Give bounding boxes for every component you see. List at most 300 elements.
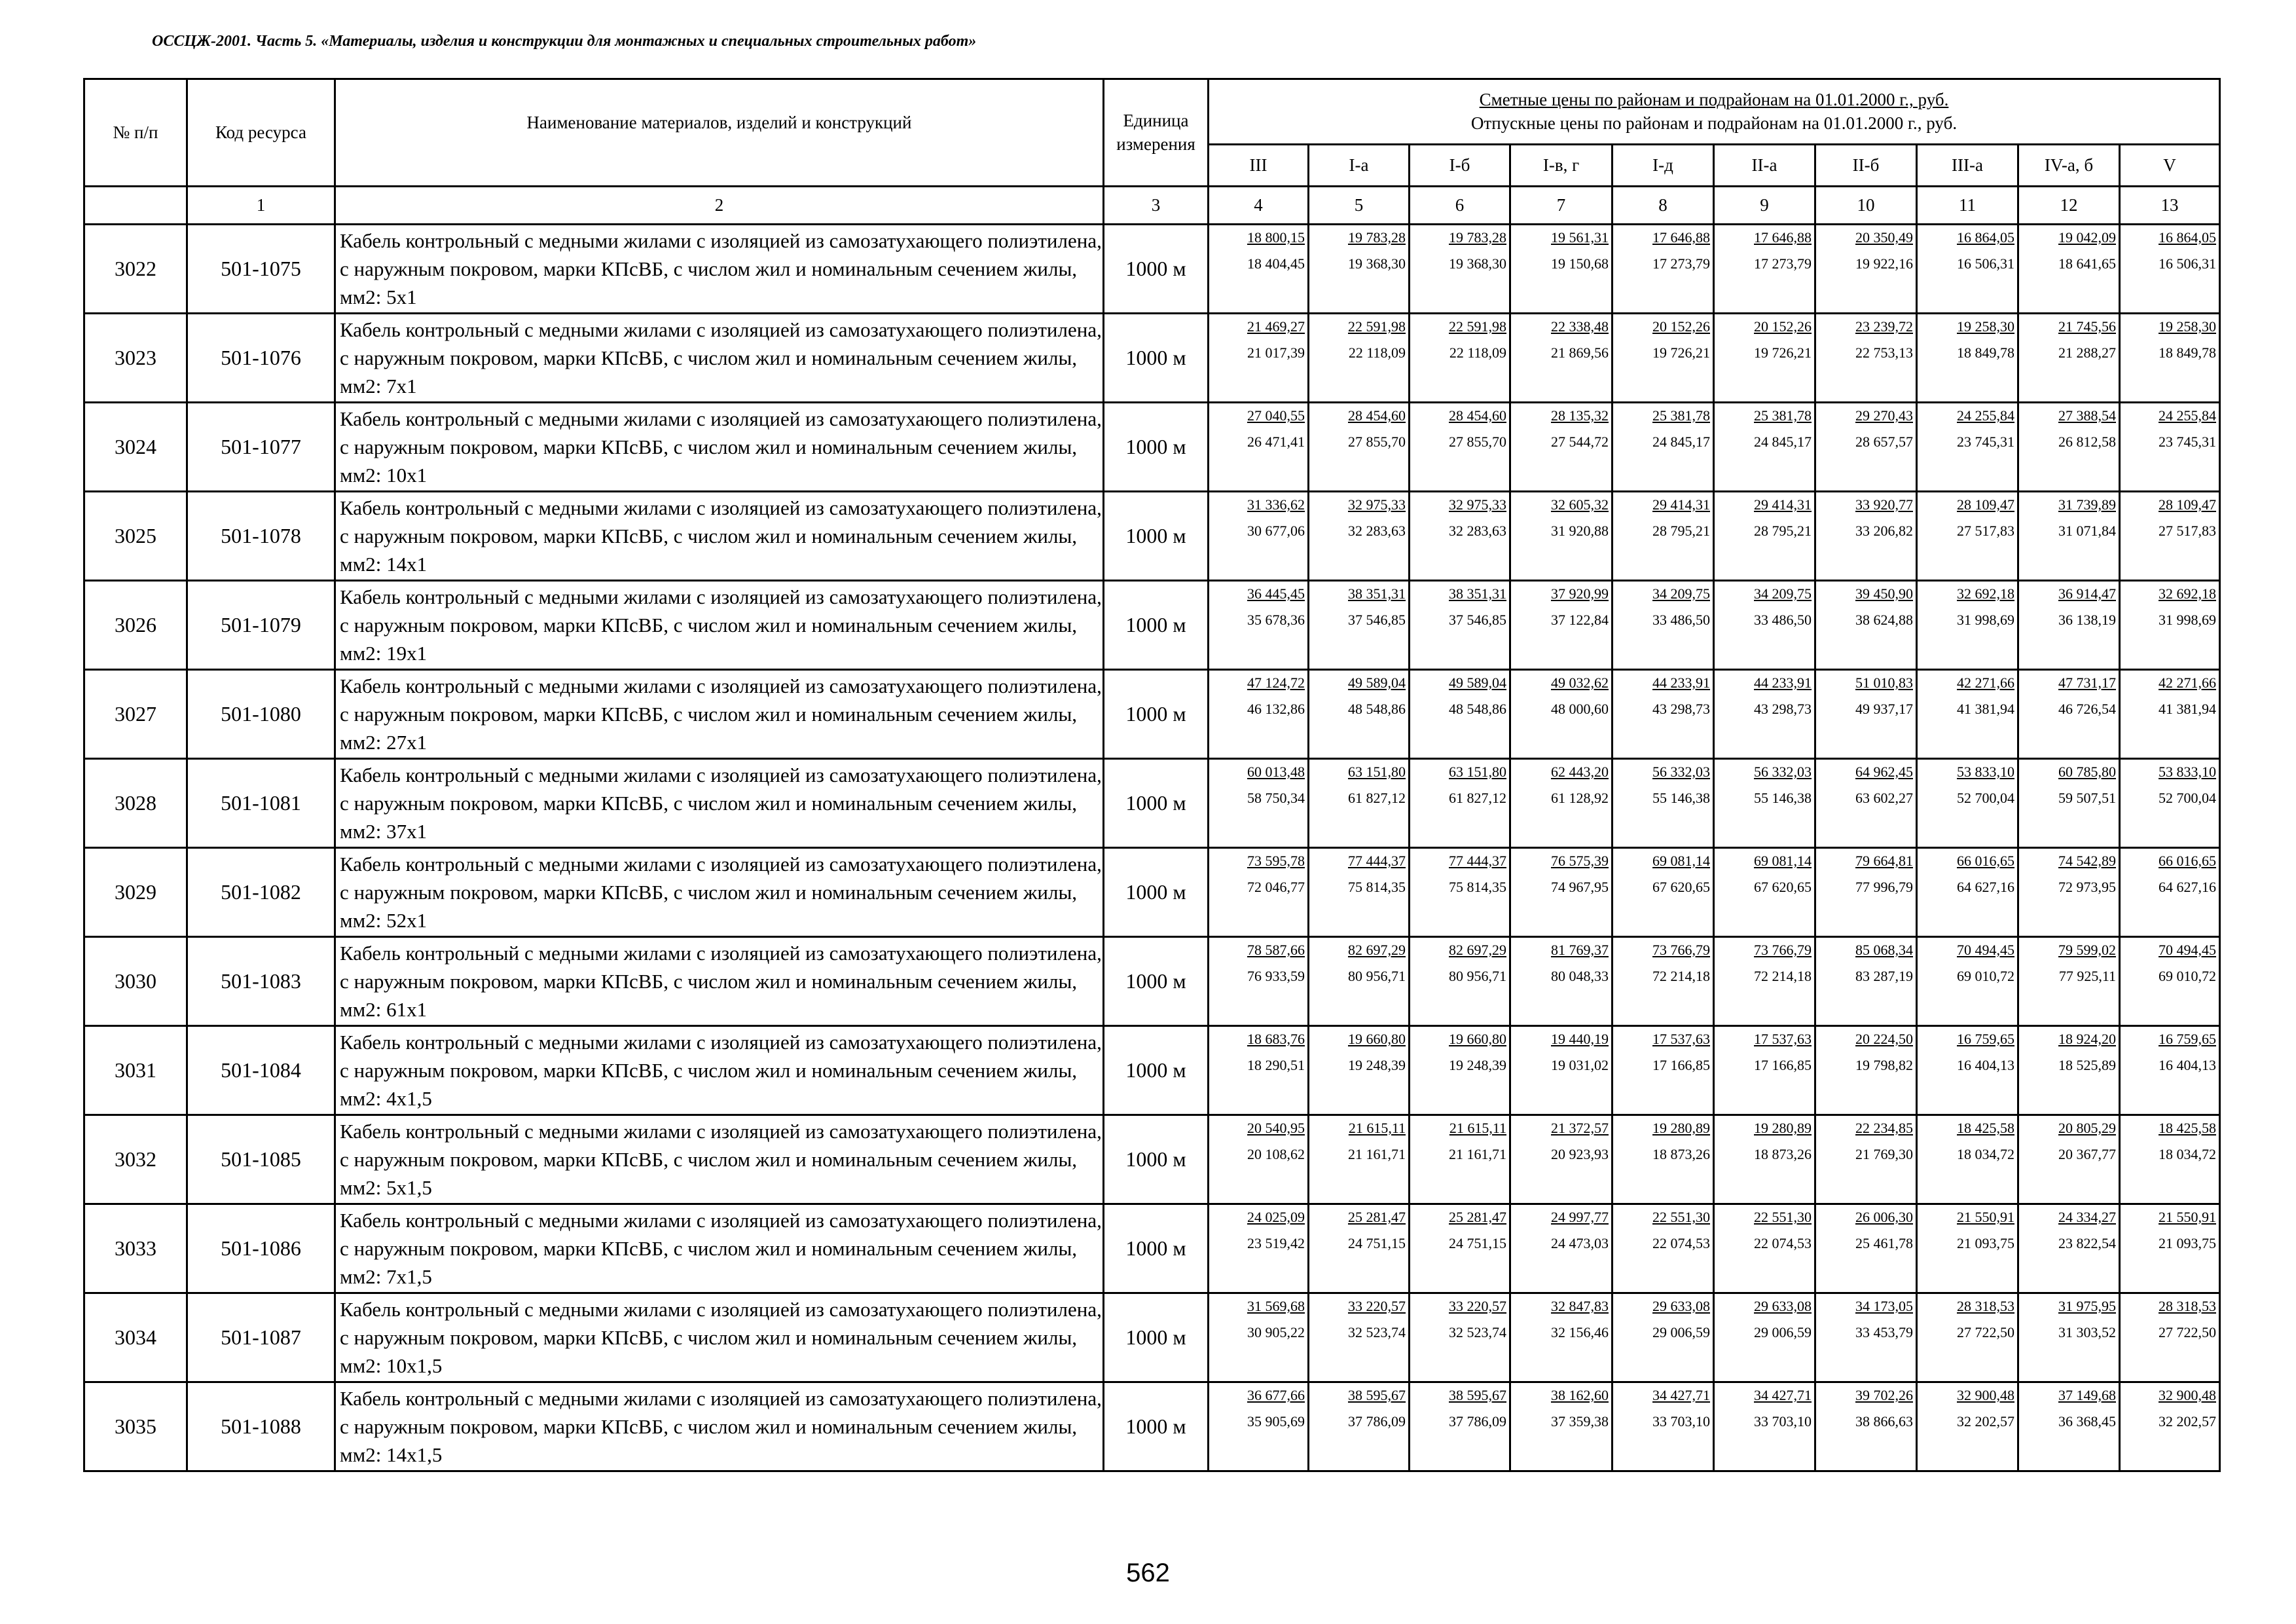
price-cell [1309, 314, 1410, 403]
release-price: 33 703,10 [1652, 1413, 1710, 1430]
estimate-price: 66 016,65 [1957, 853, 2014, 869]
price-cell [1410, 1026, 1510, 1115]
price-cell [1917, 670, 2018, 759]
estimate-price: 37 920,99 [1551, 585, 1609, 602]
column-number: 12 [2018, 187, 2120, 225]
resource-code: 501-1085 [187, 1115, 335, 1204]
price-cell [2018, 1293, 2120, 1382]
estimate-price: 49 032,62 [1551, 674, 1609, 691]
estimate-price: 20 152,26 [1754, 318, 1812, 335]
release-price: 37 546,85 [1348, 612, 1406, 628]
estimate-price: 49 589,04 [1449, 674, 1506, 691]
material-name: Кабель контрольный с медными жилами с изоляцией из самозатухающего полиэтилена, с наружным покровом, марки КПсВБ, с числом жил и номинальным сечением жилы, мм2: 27х1 [335, 670, 1104, 759]
price-cell [1917, 848, 2018, 937]
release-price: 46 726,54 [2058, 701, 2116, 717]
table-row [84, 848, 2220, 937]
price-cell [1815, 848, 1917, 937]
release-price: 19 368,30 [1348, 255, 1406, 272]
column-header-name: Наименование материалов, изделий и конструкций [335, 79, 1104, 187]
price-cell [2018, 1204, 2120, 1293]
release-price: 23 519,42 [1247, 1235, 1305, 1251]
release-price: 19 248,39 [1449, 1057, 1506, 1073]
price-cell [1917, 1204, 2018, 1293]
price-cell [1714, 1115, 1815, 1204]
price-cell [1917, 1293, 2018, 1382]
release-price: 32 523,74 [1348, 1324, 1406, 1340]
price-cell [2018, 225, 2120, 314]
estimate-price: 60 785,80 [2058, 764, 2116, 780]
estimate-price: 29 633,08 [1652, 1298, 1710, 1314]
release-price: 74 967,95 [1551, 879, 1609, 895]
price-cell [1815, 403, 1917, 492]
estimate-price: 21 469,27 [1247, 318, 1305, 335]
release-price: 77 996,79 [1855, 879, 1913, 895]
release-price: 32 156,46 [1551, 1324, 1609, 1340]
price-cell [1917, 403, 2018, 492]
estimate-price: 20 224,50 [1855, 1031, 1913, 1047]
estimate-price: 44 233,91 [1754, 674, 1812, 691]
release-price: 22 753,13 [1855, 344, 1913, 361]
price-cell [1410, 937, 1510, 1026]
row-number: 3033 [84, 1204, 187, 1293]
estimate-price: 18 800,15 [1247, 229, 1305, 246]
price-cell [1410, 225, 1510, 314]
release-price: 20 923,93 [1551, 1146, 1609, 1162]
column-number: 7 [1510, 187, 1613, 225]
release-price: 19 798,82 [1855, 1057, 1913, 1073]
release-price: 35 678,36 [1247, 612, 1305, 628]
release-price: 21 288,27 [2058, 344, 2116, 361]
estimate-price: 25 381,78 [1754, 407, 1812, 424]
price-cell [1714, 759, 1815, 848]
price-cell [1410, 403, 1510, 492]
release-price: 18 404,45 [1247, 255, 1305, 272]
release-price: 26 471,41 [1247, 434, 1305, 450]
price-cell [1714, 1026, 1815, 1115]
column-number: 9 [1714, 187, 1815, 225]
release-price: 37 786,09 [1348, 1413, 1406, 1430]
estimate-price: 21 615,11 [1449, 1120, 1506, 1136]
release-price: 28 657,57 [1855, 434, 1913, 450]
unit-of-measure: 1000 м [1104, 1382, 1209, 1471]
release-price: 23 745,31 [1957, 434, 2014, 450]
estimate-price: 60 013,48 [1247, 764, 1305, 780]
price-cell [1209, 1115, 1309, 1204]
price-cell [2120, 1115, 2220, 1204]
estimate-price: 38 595,67 [1449, 1387, 1506, 1403]
estimate-price: 28 109,47 [2159, 496, 2216, 513]
estimate-price: 20 152,26 [1652, 318, 1710, 335]
release-price: 27 722,50 [2159, 1324, 2216, 1340]
resource-code: 501-1086 [187, 1204, 335, 1293]
release-price: 32 523,74 [1449, 1324, 1506, 1340]
row-number: 3028 [84, 759, 187, 848]
estimate-price: 16 759,65 [1957, 1031, 2014, 1047]
release-price: 31 303,52 [2058, 1324, 2116, 1340]
unit-of-measure: 1000 м [1104, 1026, 1209, 1115]
price-cell [1815, 492, 1917, 581]
estimate-price: 34 173,05 [1855, 1298, 1913, 1314]
price-cell [1510, 403, 1613, 492]
page-number: 562 [1126, 1559, 1170, 1587]
estimate-price: 18 425,58 [2159, 1120, 2216, 1136]
release-price: 35 905,69 [1247, 1413, 1305, 1430]
price-cell [1510, 1204, 1613, 1293]
price-cell [2018, 937, 2120, 1026]
estimate-price: 25 381,78 [1652, 407, 1710, 424]
estimate-price: 73 595,78 [1247, 853, 1305, 869]
price-cell [2018, 1115, 2120, 1204]
price-cell [1917, 937, 2018, 1026]
price-cell [1510, 314, 1613, 403]
release-price: 75 814,35 [1348, 879, 1406, 895]
price-cell [1209, 1204, 1309, 1293]
release-price: 24 845,17 [1652, 434, 1710, 450]
release-price: 27 855,70 [1449, 434, 1506, 450]
resource-code: 501-1078 [187, 492, 335, 581]
release-price: 52 700,04 [1957, 790, 2014, 806]
estimate-price: 24 025,09 [1247, 1209, 1305, 1225]
price-cell [1209, 403, 1309, 492]
column-number: 8 [1613, 187, 1714, 225]
release-price: 38 624,88 [1855, 612, 1913, 628]
price-cell [2120, 225, 2220, 314]
release-price: 27 544,72 [1551, 434, 1609, 450]
estimate-price: 17 537,63 [1652, 1031, 1710, 1047]
estimate-price: 19 783,28 [1449, 229, 1506, 246]
price-cell [1309, 581, 1410, 670]
resource-code: 501-1087 [187, 1293, 335, 1382]
estimate-price: 29 633,08 [1754, 1298, 1812, 1314]
release-price: 19 150,68 [1551, 255, 1609, 272]
release-price: 21 017,39 [1247, 344, 1305, 361]
price-cell [1714, 1382, 1815, 1471]
release-price: 24 751,15 [1348, 1235, 1406, 1251]
estimate-price: 82 697,29 [1449, 942, 1506, 958]
estimate-price: 77 444,37 [1348, 853, 1406, 869]
price-cell [1815, 1115, 1917, 1204]
estimate-price: 19 280,89 [1754, 1120, 1812, 1136]
column-number: 10 [1815, 187, 1917, 225]
estimate-price: 79 664,81 [1855, 853, 1913, 869]
price-cell [2120, 937, 2220, 1026]
release-price: 33 206,82 [1855, 523, 1913, 539]
price-cell [1815, 1382, 1917, 1471]
estimate-price: 64 962,45 [1855, 764, 1913, 780]
estimate-price: 19 042,09 [2058, 229, 2116, 246]
estimate-price: 19 660,80 [1348, 1031, 1406, 1047]
release-price: 16 506,31 [2159, 255, 2216, 272]
estimate-price: 17 537,63 [1754, 1031, 1812, 1047]
price-cell [1309, 759, 1410, 848]
estimate-price: 28 135,32 [1551, 407, 1609, 424]
price-cell [1613, 492, 1714, 581]
estimate-price: 18 924,20 [2058, 1031, 2116, 1047]
estimate-price: 34 427,71 [1652, 1387, 1710, 1403]
price-cell [2018, 1382, 2120, 1471]
release-price: 18 873,26 [1652, 1146, 1710, 1162]
price-cell [1714, 848, 1815, 937]
estimate-price: 37 149,68 [2058, 1387, 2116, 1403]
estimate-price: 29 414,31 [1754, 496, 1812, 513]
release-price: 46 132,86 [1247, 701, 1305, 717]
estimate-price: 22 551,30 [1754, 1209, 1812, 1225]
price-cell [2018, 403, 2120, 492]
estimate-price: 38 595,67 [1348, 1387, 1406, 1403]
release-price: 27 517,83 [1957, 523, 2014, 539]
estimate-price: 38 162,60 [1551, 1387, 1609, 1403]
release-price: 29 006,59 [1652, 1324, 1710, 1340]
price-cell [1209, 1026, 1309, 1115]
price-cell [2120, 1026, 2220, 1115]
estimate-price: 32 605,32 [1551, 496, 1609, 513]
table-row [84, 759, 2220, 848]
price-cell [1209, 937, 1309, 1026]
estimate-price: 28 454,60 [1449, 407, 1506, 424]
release-price: 64 627,16 [2159, 879, 2216, 895]
release-price: 21 093,75 [1957, 1235, 2014, 1251]
release-price: 21 093,75 [2159, 1235, 2216, 1251]
release-price: 17 166,85 [1754, 1057, 1812, 1073]
resource-code: 501-1083 [187, 937, 335, 1026]
price-cell [2120, 403, 2220, 492]
estimate-price: 32 975,33 [1449, 496, 1506, 513]
price-cell [1613, 1382, 1714, 1471]
estimate-price: 38 351,31 [1449, 585, 1506, 602]
column-number: 13 [2120, 187, 2220, 225]
price-cell [1209, 759, 1309, 848]
price-cell [1410, 1293, 1510, 1382]
price-cell [1714, 492, 1815, 581]
release-price: 19 031,02 [1551, 1057, 1609, 1073]
price-cell [1510, 492, 1613, 581]
estimate-price: 51 010,83 [1855, 674, 1913, 691]
estimate-price: 28 318,53 [1957, 1298, 2014, 1314]
estimate-price: 32 692,18 [1957, 585, 2014, 602]
estimate-price: 27 388,54 [2058, 407, 2116, 424]
resource-code: 501-1081 [187, 759, 335, 848]
release-price: 33 486,50 [1652, 612, 1710, 628]
material-name: Кабель контрольный с медными жилами с изоляцией из самозатухающего полиэтилена, с наружным покровом, марки КПсВБ, с числом жил и номинальным сечением жилы, мм2: 4х1,5 [335, 1026, 1104, 1115]
row-number: 3032 [84, 1115, 187, 1204]
estimate-price: 77 444,37 [1449, 853, 1506, 869]
column-header-prices [1209, 79, 2220, 145]
release-price: 75 814,35 [1449, 879, 1506, 895]
estimate-price: 22 234,85 [1855, 1120, 1913, 1136]
price-cell [1714, 1204, 1815, 1293]
price-cell [1815, 937, 1917, 1026]
release-price: 69 010,72 [1957, 968, 2014, 984]
price-cell [1815, 581, 1917, 670]
release-price: 38 866,63 [1855, 1413, 1913, 1430]
release-price: 48 548,86 [1449, 701, 1506, 717]
release-price: 16 404,13 [1957, 1057, 2014, 1073]
estimate-price: 39 450,90 [1855, 585, 1913, 602]
release-price: 43 298,73 [1652, 701, 1710, 717]
estimate-price: 38 351,31 [1348, 585, 1406, 602]
column-header-no: № п/п [84, 79, 187, 187]
estimate-price: 22 338,48 [1551, 318, 1609, 335]
price-cell [1510, 1293, 1613, 1382]
estimate-price: 69 081,14 [1754, 853, 1812, 869]
estimate-price: 26 006,30 [1855, 1209, 1913, 1225]
price-cell [1309, 1026, 1410, 1115]
release-price: 43 298,73 [1754, 701, 1812, 717]
release-price: 72 046,77 [1247, 879, 1305, 895]
release-price: 32 202,57 [1957, 1413, 2014, 1430]
release-price: 19 248,39 [1348, 1057, 1406, 1073]
prices-title-release: Отпускные цены по районам и подрайонам на 01.01.2000 г., руб. [1470, 113, 1958, 133]
price-cell [2120, 1293, 2220, 1382]
unit-of-measure: 1000 м [1104, 937, 1209, 1026]
resource-code: 501-1077 [187, 403, 335, 492]
price-cell [1309, 937, 1410, 1026]
material-name: Кабель контрольный с медными жилами с изоляцией из самозатухающего полиэтилена, с наружным покровом, марки КПсВБ, с числом жил и номинальным сечением жилы, мм2: 7х1 [335, 314, 1104, 403]
price-cell [2120, 581, 2220, 670]
row-number: 3022 [84, 225, 187, 314]
release-price: 24 845,17 [1754, 434, 1812, 450]
column-number: 4 [1209, 187, 1309, 225]
release-price: 28 795,21 [1754, 523, 1812, 539]
price-cell [1917, 225, 2018, 314]
price-cell [2120, 314, 2220, 403]
column-number: 1 [187, 187, 335, 225]
estimate-price: 21 615,11 [1348, 1120, 1406, 1136]
price-cell [1815, 225, 1917, 314]
release-price: 19 726,21 [1652, 344, 1710, 361]
release-price: 80 956,71 [1449, 968, 1506, 984]
unit-of-measure: 1000 м [1104, 225, 1209, 314]
release-price: 17 273,79 [1754, 255, 1812, 272]
price-cell [2120, 759, 2220, 848]
price-cell [1209, 225, 1309, 314]
release-price: 41 381,94 [1957, 701, 2014, 717]
estimate-price: 36 914,47 [2058, 585, 2116, 602]
price-cell [1613, 937, 1714, 1026]
price-cell [1209, 314, 1309, 403]
region-header: III-а [1917, 145, 2018, 187]
estimate-price: 34 209,75 [1754, 585, 1812, 602]
price-cell [1309, 1382, 1410, 1471]
price-cell [1309, 1293, 1410, 1382]
price-cell [2120, 1204, 2220, 1293]
release-price: 36 138,19 [2058, 612, 2116, 628]
region-header: V [2120, 145, 2220, 187]
document-header: ОССЦЖ-2001. Часть 5. «Материалы, изделия и конструкции для монтажных и специальных строительных работ» [152, 33, 977, 50]
estimate-price: 21 550,91 [1957, 1209, 2014, 1225]
column-header-code: Код ресурса [187, 79, 335, 187]
release-price: 61 827,12 [1348, 790, 1406, 806]
release-price: 19 922,16 [1855, 255, 1913, 272]
estimate-price: 85 068,34 [1855, 942, 1913, 958]
price-cell [1410, 759, 1510, 848]
unit-of-measure: 1000 м [1104, 1204, 1209, 1293]
estimate-price: 56 332,03 [1754, 764, 1812, 780]
estimate-price: 22 591,98 [1449, 318, 1506, 335]
release-price: 64 627,16 [1957, 879, 2014, 895]
estimate-price: 53 833,10 [1957, 764, 2014, 780]
release-price: 21 161,71 [1348, 1146, 1406, 1162]
release-price: 27 855,70 [1348, 434, 1406, 450]
price-cell [1917, 1026, 2018, 1115]
estimate-price: 19 258,30 [2159, 318, 2216, 335]
release-price: 37 359,38 [1551, 1413, 1609, 1430]
estimate-price: 82 697,29 [1348, 942, 1406, 958]
release-price: 52 700,04 [2159, 790, 2216, 806]
release-price: 19 726,21 [1754, 344, 1812, 361]
table-row [84, 1204, 2220, 1293]
unit-of-measure: 1000 м [1104, 314, 1209, 403]
price-cell [1309, 403, 1410, 492]
material-name: Кабель контрольный с медными жилами с изоляцией из самозатухающего полиэтилена, с наружным покровом, марки КПсВБ, с числом жил и номинальным сечением жилы, мм2: 14х1,5 [335, 1382, 1104, 1471]
estimate-price: 20 805,29 [2058, 1120, 2116, 1136]
estimate-price: 63 151,80 [1348, 764, 1406, 780]
resource-code: 501-1084 [187, 1026, 335, 1115]
unit-of-measure: 1000 м [1104, 403, 1209, 492]
column-number: 5 [1309, 187, 1410, 225]
price-cell [2018, 581, 2120, 670]
estimate-price: 70 494,45 [2159, 942, 2216, 958]
row-number: 3030 [84, 937, 187, 1026]
estimate-price: 34 209,75 [1652, 585, 1710, 602]
price-cell [1917, 759, 2018, 848]
price-cell [1209, 581, 1309, 670]
price-cell [1714, 937, 1815, 1026]
row-number: 3029 [84, 848, 187, 937]
estimate-price: 36 677,66 [1247, 1387, 1305, 1403]
price-cell [1510, 1026, 1613, 1115]
release-price: 22 118,09 [1348, 344, 1406, 361]
release-price: 18 034,72 [2159, 1146, 2216, 1162]
release-price: 33 703,10 [1754, 1413, 1812, 1430]
estimate-price: 22 551,30 [1652, 1209, 1710, 1225]
release-price: 20 367,77 [2058, 1146, 2116, 1162]
estimate-price: 18 425,58 [1957, 1120, 2014, 1136]
estimate-price: 19 258,30 [1957, 318, 2014, 335]
estimate-price: 19 783,28 [1348, 229, 1406, 246]
price-cell [1510, 759, 1613, 848]
column-header-unit: Единица измерения [1104, 79, 1209, 187]
estimate-price: 21 550,91 [2159, 1209, 2216, 1225]
resource-code: 501-1075 [187, 225, 335, 314]
price-cell [1309, 1115, 1410, 1204]
release-price: 31 920,88 [1551, 523, 1609, 539]
estimate-price: 16 864,05 [2159, 229, 2216, 246]
material-name: Кабель контрольный с медными жилами с изоляцией из самозатухающего полиэтилена, с наружным покровом, марки КПсВБ, с числом жил и номинальным сечением жилы, мм2: 10х1 [335, 403, 1104, 492]
price-cell [1410, 1204, 1510, 1293]
price-cell [1613, 1115, 1714, 1204]
price-cell [1613, 1293, 1714, 1382]
table-row [84, 937, 2220, 1026]
price-cell [1613, 403, 1714, 492]
material-name: Кабель контрольный с медными жилами с изоляцией из самозатухающего полиэтилена, с наружным покровом, марки КПсВБ, с числом жил и номинальным сечением жилы, мм2: 5х1 [335, 225, 1104, 314]
release-price: 48 548,86 [1348, 701, 1406, 717]
estimate-price: 39 702,26 [1855, 1387, 1913, 1403]
price-cell [2120, 848, 2220, 937]
release-price: 72 214,18 [1652, 968, 1710, 984]
price-cell [1613, 314, 1714, 403]
row-number: 3024 [84, 403, 187, 492]
price-cell [1714, 314, 1815, 403]
release-price: 63 602,27 [1855, 790, 1913, 806]
column-number: 6 [1410, 187, 1510, 225]
estimate-price: 42 271,66 [1957, 674, 2014, 691]
table-row [84, 581, 2220, 670]
estimate-price: 32 975,33 [1348, 496, 1406, 513]
estimate-price: 28 454,60 [1348, 407, 1406, 424]
estimate-price: 25 281,47 [1449, 1209, 1506, 1225]
material-name: Кабель контрольный с медными жилами с изоляцией из самозатухающего полиэтилена, с наружным покровом, марки КПсВБ, с числом жил и номинальным сечением жилы, мм2: 19х1 [335, 581, 1104, 670]
